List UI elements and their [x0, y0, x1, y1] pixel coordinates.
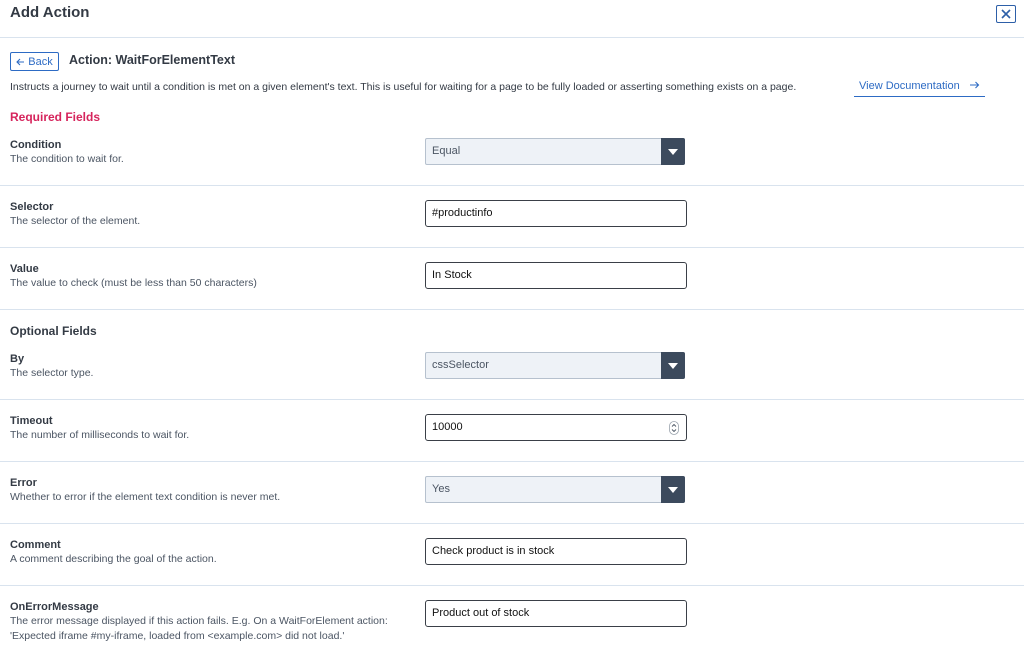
timeout-value: 10000 — [432, 421, 463, 433]
on-error-message-input[interactable] — [425, 600, 687, 627]
close-button[interactable] — [996, 5, 1016, 23]
divider — [0, 585, 1024, 586]
comment-label: Comment — [10, 539, 61, 551]
condition-value: Equal — [432, 145, 461, 157]
on-error-message-value: Product out of stock — [432, 607, 530, 619]
condition-dropdown-button[interactable] — [661, 138, 685, 165]
arrow-right-icon — [969, 81, 980, 89]
timeout-input[interactable] — [425, 414, 687, 441]
by-select[interactable] — [425, 352, 685, 379]
view-documentation-label: View Documentation — [859, 80, 960, 92]
dialog-title: Add Action — [10, 4, 90, 21]
on-error-message-help-line1: The error message displayed if this action fails. E.g. On a WaitForElement action: — [10, 615, 388, 627]
value-value: In Stock — [432, 269, 472, 281]
chevron-down-icon — [668, 487, 678, 493]
comment-value: Check product is in stock — [432, 545, 555, 557]
by-dropdown-button[interactable] — [661, 352, 685, 379]
error-select[interactable] — [425, 476, 685, 503]
view-documentation-link[interactable] — [854, 80, 985, 97]
action-description: Instructs a journey to wait until a condition is met on a given element's text. This is useful for waiting for a page to be fully loaded or asserting something exists on a page. — [10, 81, 797, 93]
divider — [0, 309, 1024, 310]
selector-input[interactable] — [425, 200, 687, 227]
condition-help: The condition to wait for. — [10, 153, 124, 165]
error-dropdown-button[interactable] — [661, 476, 685, 503]
by-help: The selector type. — [10, 367, 94, 379]
error-value: Yes — [432, 483, 450, 495]
on-error-message-label: OnErrorMessage — [10, 601, 99, 613]
condition-label: Condition — [10, 139, 62, 151]
selector-value: #productinfo — [432, 207, 493, 219]
chevron-down-icon — [668, 363, 678, 369]
required-fields-heading: Required Fields — [10, 110, 101, 124]
condition-select[interactable] — [425, 138, 685, 165]
divider — [0, 461, 1024, 462]
selector-help: The selector of the element. — [10, 215, 141, 227]
error-help: Whether to error if the element text condition is never met. — [10, 491, 281, 503]
arrow-left-icon — [16, 58, 25, 66]
dialog-header — [0, 0, 1024, 38]
value-help: The value to check (must be less than 50 characters) — [10, 277, 257, 289]
timeout-help: The number of milliseconds to wait for. — [10, 429, 190, 441]
spinner-arrows-icon[interactable] — [669, 421, 679, 435]
comment-input[interactable] — [425, 538, 687, 565]
close-icon — [1000, 8, 1012, 20]
back-button-label: Back — [28, 55, 53, 68]
by-label: By — [10, 353, 25, 365]
divider — [0, 247, 1024, 248]
optional-fields-heading: Optional Fields — [10, 324, 97, 338]
comment-help: A comment describing the goal of the action. — [10, 553, 217, 565]
chevron-down-icon — [668, 149, 678, 155]
divider — [0, 399, 1024, 400]
back-button[interactable] — [10, 52, 59, 71]
error-label: Error — [10, 477, 37, 489]
by-value: cssSelector — [432, 359, 489, 371]
value-input[interactable] — [425, 262, 687, 289]
timeout-label: Timeout — [10, 415, 53, 427]
selector-label: Selector — [10, 201, 54, 213]
action-title: Action: WaitForElementText — [69, 53, 235, 67]
divider — [0, 185, 1024, 186]
on-error-message-help-line2: 'Expected iframe #my-iframe, loaded from <example.com> did not load.' — [10, 630, 345, 642]
divider — [0, 523, 1024, 524]
value-label: Value — [10, 263, 39, 275]
